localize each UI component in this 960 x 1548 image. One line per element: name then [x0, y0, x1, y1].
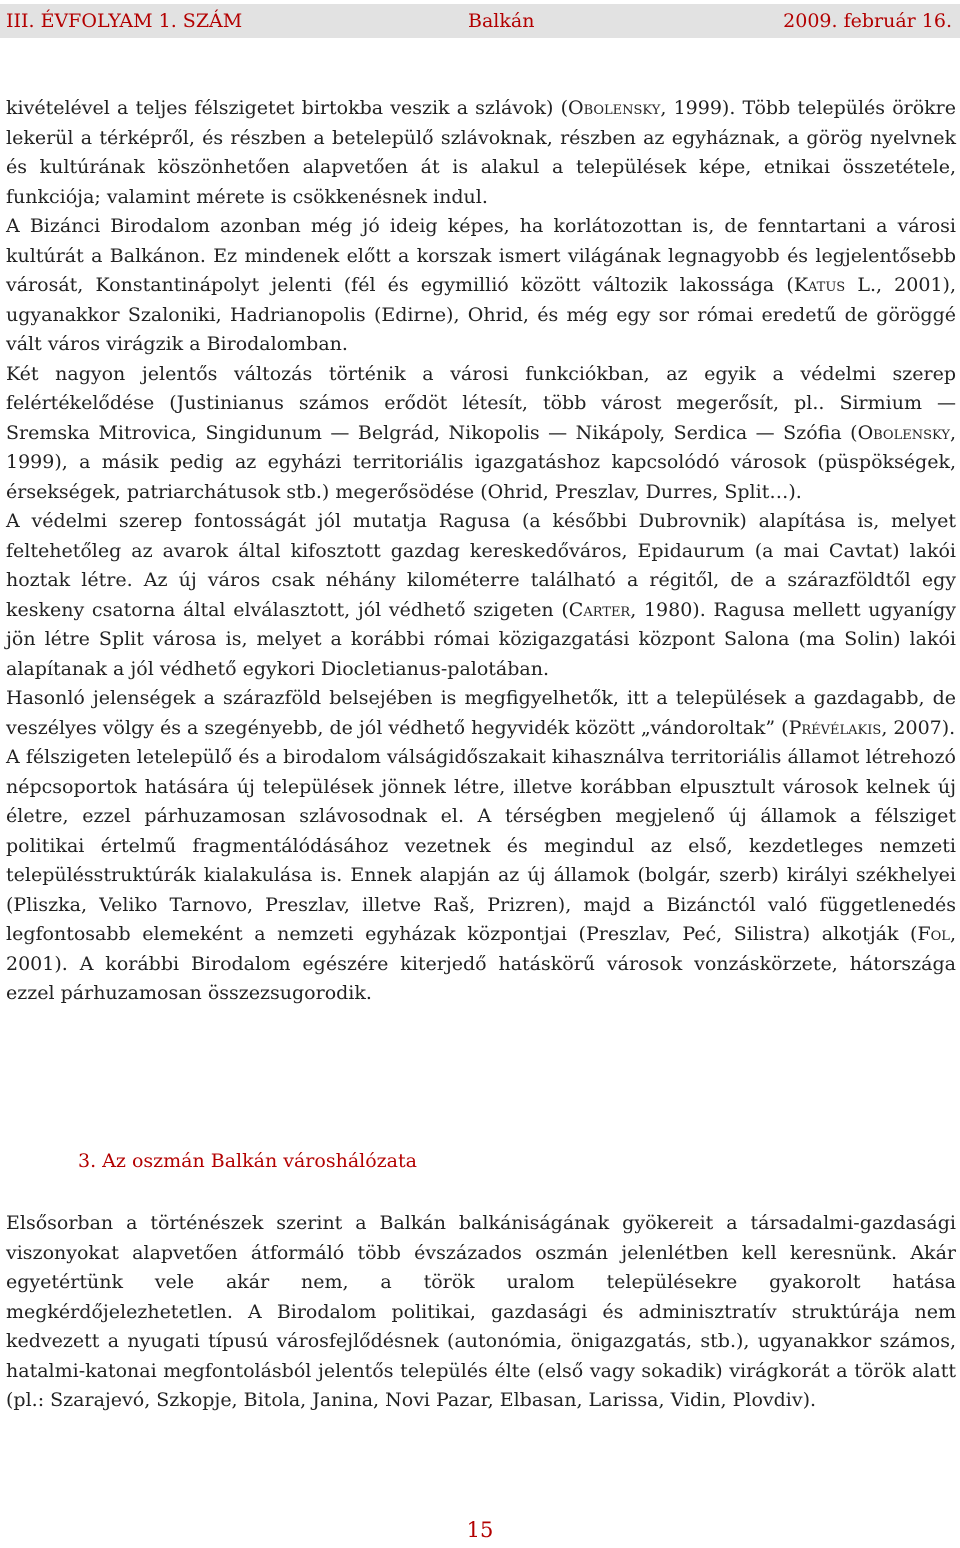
citation-author: Katus: [793, 274, 846, 296]
citation-author: Carter: [568, 598, 631, 621]
citation-author: Fol: [917, 923, 950, 945]
citation-author: Obolensky: [568, 97, 661, 119]
header-section: Balkán: [468, 10, 535, 32]
citation-author: Obolensky: [857, 421, 950, 444]
paragraph: Két nagyon jelentős változás történik a városi funkciókban, az egyik a védelmi szerep felértékelődése (Justinianus számos erődöt létesít, több várost megerősít, pl.. Sirmium — Sremska Mitrovica, Singidunum — Belgrád, Nikopolis — Nikápoly, Serdica — Szófia (Obolensky, 1999), a másik pedig az egyházi territoriális igazgatáshoz kapcsolódó városok (püspökségek, érsekségek, patriarchátusok stb.) megerősödése (Ohrid, Preszlav, Durres, Split…).: [6, 362, 956, 503]
citation-author: Prévélakis: [788, 716, 882, 739]
section-body: [6, 1209, 956, 1416]
paragraph: A Bizánci Birodalom azonban még jó ideig képes, ha korlátozottan is, de fenntartani a városi kultúrát a Balkánon. Ez mindenek előtt a korszak ismert világának legnagyobb és legjelentősebb városát, Konstantinápolyt jelenti (fél és egymillió között változik lakossága (Katus L., 2001), ugyanakkor Szaloniki, Hadrianopolis (Edirne), Ohrid, és még egy sor római eredetű de göröggé vált város virágzik a Birodalomban.: [6, 215, 956, 355]
paragraph: Elsősorban a történészek szerint a Balkán balkániságának gyökereit a társadalmi-gazdasági viszonyokat alapvetően átformáló több évszázados oszmán jelenlétben kell keresnünk. Akár egyetértünk vele akár nem, a török uralom településekre gyakorolt hatása megkérdőjelezhetetlen. A Birodalom politikai, gazdasági és adminisztratív struktúrája nem kedvezett a nyugati típusú városfejlődésnek (autonómia, önigazgatás, stb.), ugyanakkor számos, hatalmi-katonai megfontolásból jelentős település élte (első vagy sokadik) virágkorát a török alatt (pl.: Szarajevó, Szkopje, Bitola, Janina, Novi Pazar, Elbasan, Larissa, Vidin, Plovdiv).: [6, 1212, 956, 1411]
paragraph: A félszigeten letelepülő és a birodalom válságidőszakait kihasználva territoriális államot létrehozó népcsoportok hatására új települések jönnek létre, illetve korábban elpusztult városok kelnek új életre, ezzel párhuzamosan szlávosodnak el. A térségben megjelenő új államok a félsziget politikai értelmű fragmentálódásához vezetnek és megindul az első, kezdetleges nemzeti településstruktúrák kialakulása is. Ennek alapján az új államok (bolgár, szerb) királyi székhelyei (Pliszka, Veliko Tarnovo, Preszlav, illetve Raš, Prizren), majd a Bizánctól való függetlenedés legfontosabb elemeként a nemzeti egyházak központjai (Preszlav, Peć, Silistra) alkotják (Fol, 2001). A korábbi Birodalom egészére kiterjedő hatáskörű városok vonzáskörzete, hátországa ezzel párhuzamosan összezsugorodik.: [6, 746, 956, 1004]
paragraph: A védelmi szerep fontosságát jól mutatja Ragusa (a későbbi Dubrovnik) alapítása is, melyet feltehetőleg az avarok által kifosztott gazdag kereskedőváros, Epidaurum (a mai Cavtat) lakói hoztak létre. Az új város csak néhány kilométerre található a régitől, de a szárazföldtől egy keskeny csatorna által elválasztott, jól védhető szigeten (Carter, 1980). Ragusa mellett ugyanígy jön létre Split városa is, melyet a korábbi római közigazgatási központ Salona (ma Solin) lakói alapítanak a jól védhető egykori Diocletianus-palotában.: [6, 510, 956, 680]
article-body: [6, 94, 956, 1009]
paragraph: kivételével a teljes félszigetet birtokba veszik a szlávok) (Obolensky, 1999). Több település örökre lekerül a térképről, és részben a betelepülő szlávoknak, részben az egyháznak, a görög nyelvnek és kultúrának köszönhetően alapvetően át is alakul a települések képe, etnikai összetétele, funkciója; valamint mérete is csökkenésnek indul.: [6, 97, 956, 208]
page-header: [0, 4, 960, 38]
header-volume: III. ÉVFOLYAM 1. SZÁM: [6, 10, 243, 32]
header-date: 2009. február 16.: [783, 10, 952, 32]
section-heading: 3. Az oszmán Balkán városhálózata: [78, 1150, 417, 1172]
paragraph: Hasonló jelenségek a szárazföld belsejében is megfigyelhetők, itt a települések a gazdagabb, de veszélyes völgy és a szegényebb, de jól védhető hegyvidék között „vándoroltak” (Prévélakis, 2007).: [6, 687, 956, 739]
page-number: 15: [466, 1518, 494, 1542]
